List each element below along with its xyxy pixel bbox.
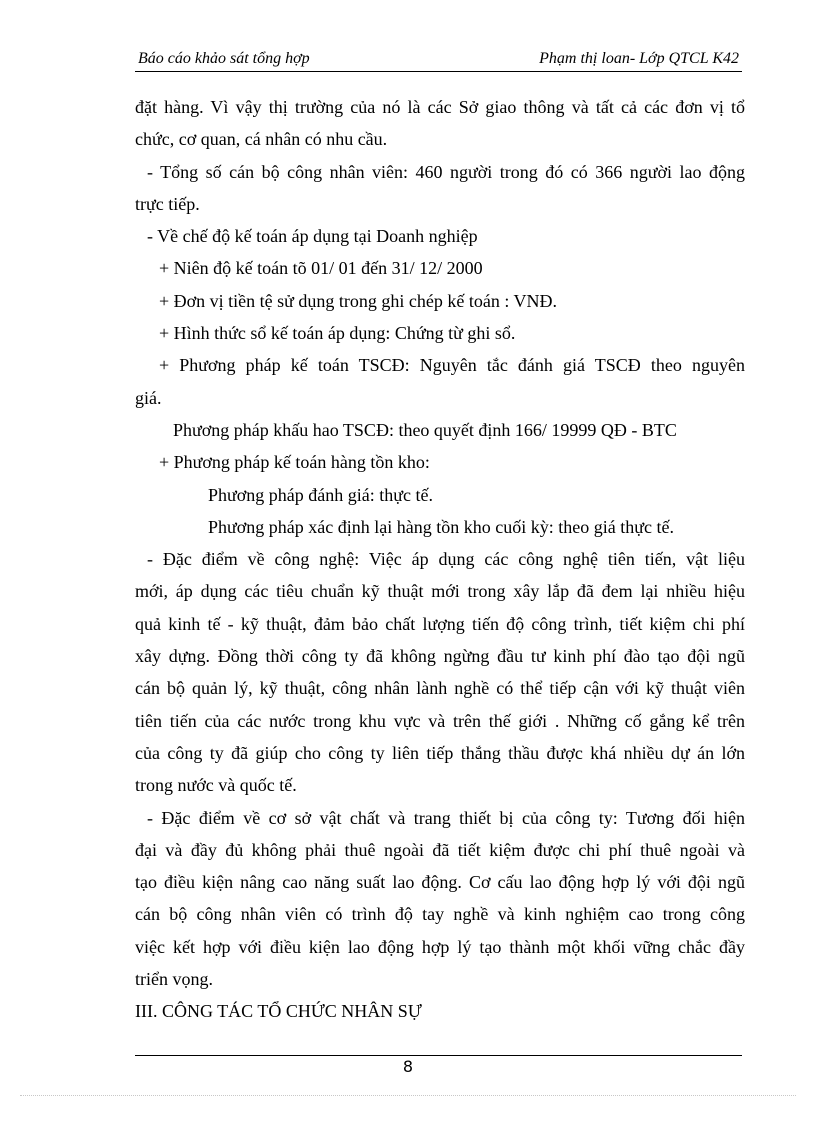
body-line: + Niên độ kế toán tõ 01/ 01 đến 31/ 12/ 2000 xyxy=(159,258,483,279)
body-line: - Tổng số cán bộ công nhân viên: 460 người trong đó có 366 người lao động xyxy=(147,161,745,182)
body-line: triển vọng. xyxy=(135,969,213,990)
section-heading: III. CÔNG TÁC TỔ CHỨC NHÂN SỰ xyxy=(135,1001,422,1022)
body-line: - Về chế độ kế toán áp dụng tại Doanh nghiệp xyxy=(147,226,478,247)
page-number: 8 xyxy=(402,1057,414,1076)
body-line: - Đặc điểm về công nghệ: Việc áp dụng các công nghệ tiên tiến, vật liệu xyxy=(147,549,745,570)
body-line: + Hình thức sổ kế toán áp dụng: Chứng từ ghi sổ. xyxy=(159,323,516,344)
body-line: Phương pháp đánh giá: thực tế. xyxy=(208,484,433,505)
page-header xyxy=(135,49,742,72)
header-report-title: Báo cáo khảo sát tổng hợp xyxy=(138,50,310,67)
body-line: xây dựng. Đồng thời công ty đã không ngừng đầu tư kinh phí đào tạo đội ngũ xyxy=(135,646,745,667)
body-line: - Đặc điểm về cơ sở vật chất và trang thiết bị của công ty: Tương đối hiện xyxy=(147,807,745,828)
body-line: giá. xyxy=(135,387,162,408)
body-line: quả kinh tế - kỹ thuật, đảm bảo chất lượng tiến độ công trình, tiết kiệm chi phí xyxy=(135,613,745,634)
page-bottom-dotted-border xyxy=(20,1095,796,1096)
body-line: Phương pháp xác định lại hàng tồn kho cuối kỳ: theo giá thực tế. xyxy=(208,516,674,537)
body-line: đại và đầy đủ không phải thuê ngoài đã tiết kiệm được chi phí thuê ngoài và xyxy=(135,839,745,860)
document-body xyxy=(135,91,745,1028)
body-line: đặt hàng. Vì vậy thị trường của nó là các Sở giao thông và tất cả các đơn vị tổ xyxy=(135,97,745,117)
body-line: cán bộ công nhân viên có trình độ tay nghề và kinh nghiệm cao trong công xyxy=(135,904,745,925)
body-line: trực tiếp. xyxy=(135,193,200,214)
body-line: + Đơn vị tiền tệ sử dụng trong ghi chép kế toán : VNĐ. xyxy=(159,290,558,311)
body-line: + Phương pháp kế toán TSCĐ: Nguyên tắc đánh giá TSCĐ theo nguyên xyxy=(159,355,745,376)
body-line: tạo điều kiện nâng cao năng suất lao động. Cơ cấu lao động hợp lý với đội ngũ xyxy=(135,872,745,893)
header-author-class: Phạm thị loan- Lớp QTCL K42 xyxy=(539,50,739,67)
body-line: mới, áp dụng các tiêu chuẩn kỹ thuật mới trong xây lắp đã đem lại nhiều hiệu xyxy=(135,581,745,602)
body-line: của công ty đã giúp cho công ty liên tiếp thắng thầu được khá nhiều dự án lớn xyxy=(135,742,745,763)
body-line: Phương pháp khấu hao TSCĐ: theo quyết định 166/ 19999 QĐ - BTC xyxy=(173,419,677,440)
body-line: trong nước và quốc tế. xyxy=(135,775,297,796)
footer-divider xyxy=(135,1055,742,1056)
body-line: tiên tiến của các nước trong khu vực và trên thế giới . Những cố gắng kể trên xyxy=(135,710,745,731)
body-line: cán bộ quản lý, kỹ thuật, công nhân lành nghề có thể tiếp cận với kỹ thuật viên xyxy=(135,678,745,699)
body-line: việc kết hợp với điều kiện lao động hợp lý tạo thành một khối vững chắc đầy xyxy=(135,936,745,957)
body-line: chức, cơ quan, cá nhân có nhu cầu. xyxy=(135,129,388,150)
body-line: + Phương pháp kế toán hàng tồn kho: xyxy=(159,452,430,473)
